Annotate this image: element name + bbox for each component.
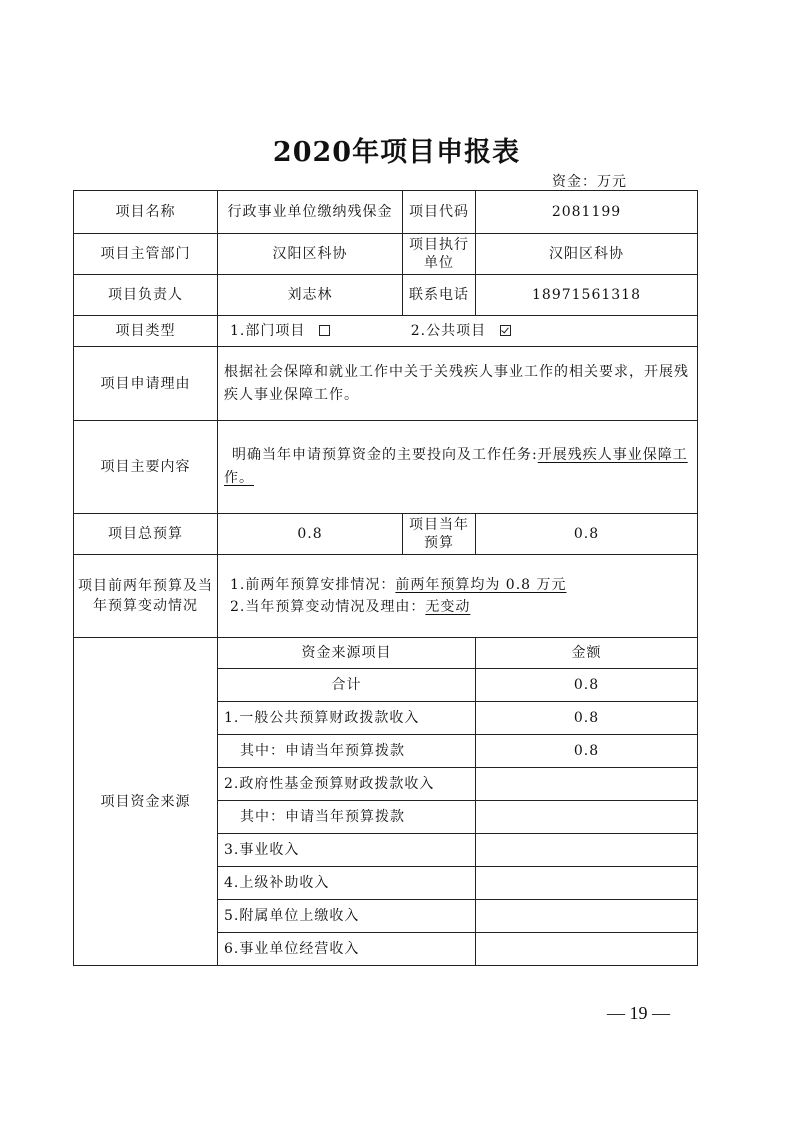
dept-project-checkbox[interactable] bbox=[319, 325, 330, 336]
funding-item-amount bbox=[476, 768, 698, 801]
prior-line-1 bbox=[230, 574, 691, 596]
funding-item-name: 合计 bbox=[218, 669, 476, 702]
prior-line-2-prefix: 2.当年预算变动情况及理由： bbox=[230, 599, 426, 615]
content-prefix: 明确当年申请预算资金的主要投向及工作任务: bbox=[232, 447, 538, 463]
label-year-budget: 项目当年预算 bbox=[403, 514, 476, 555]
label-content: 项目主要内容 bbox=[74, 421, 218, 514]
funding-item-amount bbox=[476, 867, 698, 900]
label-funding-source: 项目资金来源 bbox=[74, 638, 218, 966]
value-project-type bbox=[218, 316, 698, 347]
funding-item-amount bbox=[476, 801, 698, 834]
funding-item-name: 1.一般公共预算财政拨款收入 bbox=[218, 702, 476, 735]
project-application-table bbox=[73, 190, 698, 966]
public-project-checkbox[interactable] bbox=[500, 325, 511, 336]
option-public-project-label: 2.公共项目 bbox=[410, 323, 487, 339]
page-number: — 19 — bbox=[607, 1003, 670, 1023]
row-department bbox=[74, 234, 698, 275]
label-project-type: 项目类型 bbox=[74, 316, 218, 347]
funding-item-amount: 0.8 bbox=[476, 702, 698, 735]
funding-item-amount: 0.8 bbox=[476, 669, 698, 702]
value-total-budget: 0.8 bbox=[218, 514, 403, 555]
funding-item-name: 4.上级补助收入 bbox=[218, 867, 476, 900]
funding-col-item: 资金来源项目 bbox=[218, 638, 476, 669]
page-title: 2020年项目申报表 bbox=[272, 137, 521, 168]
funding-item-name: 5.附属单位上缴收入 bbox=[218, 900, 476, 933]
label-phone: 联系电话 bbox=[403, 275, 476, 316]
funding-item-name: 6.事业单位经营收入 bbox=[218, 933, 476, 966]
row-project-type bbox=[74, 316, 698, 347]
row-content bbox=[74, 421, 698, 514]
value-exec-unit: 汉阳区科协 bbox=[476, 234, 698, 275]
unit-note: 资金：万元 bbox=[552, 174, 627, 190]
funding-item-name: 3.事业收入 bbox=[218, 834, 476, 867]
label-exec-unit: 项目执行单位 bbox=[403, 234, 476, 275]
label-department: 项目主管部门 bbox=[74, 234, 218, 275]
funding-item-name: 其中：申请当年预算拨款 bbox=[218, 735, 476, 768]
prior-line-2-value: 无变动 bbox=[425, 599, 471, 615]
value-department: 汉阳区科协 bbox=[218, 234, 403, 275]
funding-item-name: 2.政府性基金预算财政拨款收入 bbox=[218, 768, 476, 801]
row-prior-budget bbox=[74, 555, 698, 638]
prior-line-1-value: 前两年预算均为 0.8 万元 bbox=[395, 577, 567, 593]
row-reason bbox=[74, 347, 698, 421]
prior-line-2 bbox=[230, 596, 691, 618]
label-reason: 项目申请理由 bbox=[74, 347, 218, 421]
label-prior-budget: 项目前两年预算及当年预算变动情况 bbox=[74, 555, 218, 638]
value-owner: 刘志林 bbox=[218, 275, 403, 316]
funding-header-row bbox=[74, 638, 698, 669]
funding-col-amount: 金额 bbox=[476, 638, 698, 669]
value-content bbox=[218, 421, 698, 514]
value-project-name: 行政事业单位缴纳残保金 bbox=[218, 191, 403, 234]
row-owner bbox=[74, 275, 698, 316]
funding-item-amount bbox=[476, 933, 698, 966]
funding-item-amount: 0.8 bbox=[476, 735, 698, 768]
funding-item-amount bbox=[476, 900, 698, 933]
value-prior-budget bbox=[218, 555, 698, 638]
value-year-budget: 0.8 bbox=[476, 514, 698, 555]
row-project-name bbox=[74, 191, 698, 234]
label-project-name: 项目名称 bbox=[74, 191, 218, 234]
label-total-budget: 项目总预算 bbox=[74, 514, 218, 555]
option-dept-project-label: 1.部门项目 bbox=[230, 323, 306, 339]
funding-item-amount bbox=[476, 834, 698, 867]
funding-item-name: 其中：申请当年预算拨款 bbox=[218, 801, 476, 834]
row-budget bbox=[74, 514, 698, 555]
value-project-code: 2081199 bbox=[476, 191, 698, 234]
value-phone: 18971561318 bbox=[476, 275, 698, 316]
value-reason: 根据社会保障和就业工作中关于关残疾人事业工作的相关要求，开展残疾人事业保障工作。 bbox=[218, 347, 698, 421]
label-owner: 项目负责人 bbox=[74, 275, 218, 316]
prior-line-1-prefix: 1.前两年预算安排情况： bbox=[230, 577, 396, 593]
content-underlined: 开展残疾人事业保障工作。 bbox=[224, 447, 688, 486]
label-project-code: 项目代码 bbox=[403, 191, 476, 234]
